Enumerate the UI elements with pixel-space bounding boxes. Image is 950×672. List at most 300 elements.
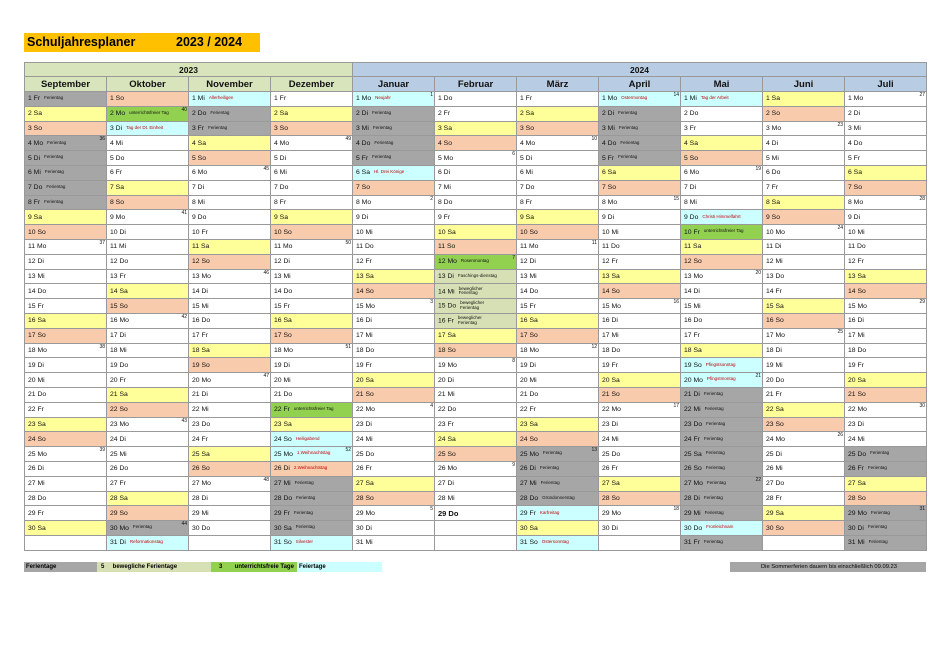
- day-cell: [353, 328, 435, 343]
- day-cell: [353, 106, 435, 121]
- day-cell: [681, 343, 763, 358]
- day-date: 3 So: [520, 124, 534, 132]
- day-cell: [107, 180, 189, 195]
- day-row: [25, 343, 927, 358]
- day-event: Ferientag: [46, 184, 66, 190]
- day-cell: [763, 254, 845, 269]
- month-header: Oktober: [107, 77, 189, 92]
- day-cell: [189, 92, 271, 107]
- month-header: Juni: [763, 77, 845, 92]
- day-cell: [107, 358, 189, 373]
- day-date: 5 Di: [28, 154, 41, 162]
- day-cell: [353, 461, 435, 476]
- day-cell: [353, 387, 435, 402]
- day-event: Ferientag: [540, 480, 560, 486]
- day-date: 18 Mo: [274, 346, 293, 354]
- day-date: 14 Mi: [438, 288, 455, 296]
- day-date: 23 Sa: [28, 420, 46, 428]
- legend: [24, 562, 926, 572]
- day-date: 4 So: [438, 139, 452, 147]
- day-cell: [271, 239, 353, 254]
- day-row: [25, 476, 927, 491]
- day-row: [25, 299, 927, 314]
- day-date: 9 Di: [602, 213, 615, 221]
- day-cell: [353, 373, 435, 388]
- day-date: 11 Sa: [684, 243, 702, 251]
- week-number: 14: [673, 92, 679, 98]
- day-cell: [763, 225, 845, 240]
- day-cell: [25, 165, 107, 180]
- day-cell: [353, 358, 435, 373]
- day-date: 10 Mi: [602, 228, 619, 236]
- day-event: Ferientag: [210, 110, 230, 116]
- day-date: 16 Di: [356, 317, 372, 325]
- day-row: [25, 506, 927, 521]
- day-cell: [599, 165, 681, 180]
- day-date: 28 So: [848, 494, 866, 502]
- day-cell: [763, 136, 845, 151]
- day-cell: [599, 195, 681, 210]
- day-event: Ferientag: [870, 509, 890, 515]
- day-cell: [271, 284, 353, 299]
- day-cell: [681, 284, 763, 299]
- day-event: Ferientag: [542, 450, 562, 456]
- day-date: 15 Do: [438, 302, 457, 310]
- day-date: 12 Fr: [356, 258, 372, 266]
- day-date: 25 Do: [602, 450, 621, 458]
- day-cell: [599, 432, 681, 447]
- day-date: 15 Fr: [28, 302, 44, 310]
- week-number: 11: [591, 239, 597, 246]
- day-date: 29 Fr: [520, 509, 536, 517]
- month-header-row: [25, 77, 927, 92]
- week-number: 50: [345, 239, 351, 246]
- day-cell: [189, 269, 271, 284]
- day-date: 25 Sa: [684, 450, 702, 458]
- day-date: 12 Fr: [848, 258, 864, 266]
- day-cell: [763, 165, 845, 180]
- day-cell: [845, 417, 927, 432]
- day-date: 8 Mi: [192, 198, 205, 206]
- week-number: 30: [919, 402, 925, 409]
- day-cell: [189, 313, 271, 328]
- day-cell: [517, 225, 599, 240]
- week-number: 51: [345, 343, 351, 350]
- day-date: 10 Mo: [766, 228, 785, 236]
- day-cell: [681, 269, 763, 284]
- day-cell: [599, 461, 681, 476]
- week-number: 1: [430, 92, 433, 98]
- month-header: September: [25, 77, 107, 92]
- day-cell: [353, 417, 435, 432]
- day-date: 23 Di: [602, 420, 618, 428]
- day-cell: [517, 387, 599, 402]
- month-header: März: [517, 77, 599, 92]
- day-cell: [189, 284, 271, 299]
- day-cell: [599, 92, 681, 107]
- day-cell: [435, 461, 517, 476]
- month-header: Dezember: [271, 77, 353, 92]
- day-date: 25 Do: [848, 450, 867, 458]
- day-cell: [107, 195, 189, 210]
- day-cell: [681, 225, 763, 240]
- month-header: Februar: [435, 77, 517, 92]
- day-date: 28 Do: [28, 494, 47, 502]
- day-date: 9 So: [766, 213, 780, 221]
- day-date: 17 Mi: [602, 332, 619, 340]
- day-date: 29 Sa: [766, 509, 784, 517]
- day-cell: [435, 239, 517, 254]
- day-cell: [763, 417, 845, 432]
- day-event: unterrichtsfreier Tag: [129, 110, 169, 116]
- day-date: 3 Fr: [684, 124, 697, 132]
- day-date: 27 Di: [438, 480, 454, 488]
- day-date: 15 Mo: [848, 302, 867, 310]
- legend-unterrichtsfrei-count: 3: [219, 564, 223, 570]
- day-cell: [271, 521, 353, 536]
- day-cell: [763, 402, 845, 417]
- day-cell: [845, 269, 927, 284]
- day-cell: [353, 491, 435, 506]
- day-date: 29 Mo: [602, 509, 621, 517]
- week-number: 45: [263, 165, 269, 172]
- day-date: 14 Fr: [766, 287, 782, 295]
- day-event: Ferientag: [44, 154, 64, 160]
- day-event: Allerheiligen: [208, 95, 234, 101]
- day-date: 13 Mo: [192, 272, 211, 280]
- day-cell: [763, 506, 845, 521]
- day-cell: [845, 195, 927, 210]
- day-row: [25, 417, 927, 432]
- day-cell: [599, 106, 681, 121]
- school-year: 2023 / 2024: [176, 35, 243, 49]
- day-date: 20 Sa: [602, 376, 620, 384]
- day-date: 11 Do: [602, 243, 620, 251]
- day-cell: [189, 402, 271, 417]
- day-cell: [681, 180, 763, 195]
- day-event: Rosenmontag: [460, 258, 489, 264]
- day-cell: [107, 136, 189, 151]
- day-cell: [353, 121, 435, 136]
- day-date: 12 Di: [28, 258, 44, 266]
- week-number: 29: [919, 299, 925, 306]
- day-date: 25 Mo: [520, 450, 539, 458]
- day-date: 22 Do: [438, 406, 457, 414]
- day-cell: [845, 432, 927, 447]
- day-date: 11 Mo: [28, 243, 47, 251]
- day-date: 30 Di: [848, 524, 864, 532]
- day-cell: [517, 136, 599, 151]
- day-cell: [681, 328, 763, 343]
- day-date: 1 Mo: [848, 95, 864, 103]
- day-cell: [517, 180, 599, 195]
- day-cell: [25, 402, 107, 417]
- day-event: beweglicher Ferientag: [457, 315, 482, 325]
- day-cell: [517, 239, 599, 254]
- day-date: 14 So: [848, 287, 866, 295]
- day-row: [25, 313, 927, 328]
- day-event: Ferientag: [372, 124, 392, 130]
- day-cell: [25, 506, 107, 521]
- day-row: [25, 225, 927, 240]
- day-date: 10 Fr: [192, 228, 208, 236]
- day-cell: [107, 151, 189, 166]
- day-event: unterrichtsfreier Tag: [293, 406, 334, 412]
- day-date: 29 Mo: [848, 509, 867, 517]
- week-number: 20: [755, 269, 761, 276]
- day-cell: [271, 136, 353, 151]
- day-cell: [271, 373, 353, 388]
- day-date: 26 Di: [520, 465, 536, 473]
- day-date: 16 Di: [848, 317, 864, 325]
- day-cell: [681, 432, 763, 447]
- day-event: Ferientag: [132, 524, 152, 530]
- day-date: 5 So: [684, 154, 698, 162]
- day-date: 21 Do: [520, 391, 539, 399]
- day-cell: [25, 535, 107, 550]
- day-date: 28 Do: [274, 494, 293, 502]
- day-cell: [435, 180, 517, 195]
- day-cell: [681, 535, 763, 550]
- day-event: Pfingstmontag: [706, 376, 736, 382]
- day-cell: [353, 284, 435, 299]
- day-cell: [517, 461, 599, 476]
- year-row: [25, 63, 927, 77]
- day-cell: [763, 195, 845, 210]
- day-date: 6 Sa: [848, 169, 862, 177]
- day-date: 6 Sa: [602, 169, 616, 177]
- day-date: 30 Do: [192, 524, 211, 532]
- day-cell: [599, 402, 681, 417]
- day-date: 16 Do: [192, 317, 211, 325]
- day-date: 18 Mo: [520, 346, 539, 354]
- day-cell: [189, 535, 271, 550]
- day-cell: [189, 328, 271, 343]
- day-cell: [107, 269, 189, 284]
- day-date: 7 So: [356, 184, 370, 192]
- day-cell: [599, 387, 681, 402]
- day-cell: [25, 417, 107, 432]
- day-cell: [107, 417, 189, 432]
- day-cell: [271, 106, 353, 121]
- day-cell: [189, 373, 271, 388]
- day-date: 25 Sa: [192, 450, 210, 458]
- week-number: 19: [755, 165, 761, 172]
- day-cell: [681, 92, 763, 107]
- day-date: 25 Mo: [274, 450, 293, 458]
- day-cell: [25, 195, 107, 210]
- day-date: 5 Do: [110, 154, 125, 162]
- day-date: 2 Di: [848, 110, 861, 118]
- day-date: 27 Sa: [848, 480, 866, 488]
- day-event: 1.Weihnachtstag: [296, 450, 331, 456]
- week-number: 6: [512, 151, 515, 158]
- day-event: Ferientag: [703, 539, 723, 545]
- day-date: 19 Di: [28, 361, 44, 369]
- day-date: 21 Mi: [438, 391, 455, 399]
- day-date: 2 Mo: [110, 110, 126, 118]
- day-row: [25, 210, 927, 225]
- day-date: 5 Fr: [356, 154, 369, 162]
- day-row: [25, 461, 927, 476]
- day-date: 29 Fr: [28, 509, 44, 517]
- week-number: 41: [181, 210, 187, 217]
- day-date: 2 Fr: [438, 110, 451, 118]
- week-number: 52: [345, 447, 351, 454]
- day-date: 2 Sa: [28, 110, 42, 118]
- day-date: 3 Mo: [766, 124, 782, 132]
- day-cell: [517, 535, 599, 550]
- day-date: 27 Mi: [520, 480, 537, 488]
- day-date: 24 Fr: [684, 435, 700, 443]
- week-number: 44: [181, 521, 187, 528]
- day-cell: [271, 343, 353, 358]
- day-cell: [435, 313, 517, 328]
- day-cell: [763, 299, 845, 314]
- day-cell: [353, 521, 435, 536]
- day-date: 2 Sa: [274, 110, 288, 118]
- day-date: 12 Mo: [438, 258, 457, 266]
- day-date: 14 Sa: [110, 287, 128, 295]
- day-cell: [353, 343, 435, 358]
- day-date: 20 Sa: [356, 376, 374, 384]
- day-cell: [107, 461, 189, 476]
- day-cell: [189, 506, 271, 521]
- day-date: 10 So: [520, 228, 538, 236]
- day-date: 20 Mo: [192, 376, 211, 384]
- day-cell: [189, 417, 271, 432]
- week-number: 46: [263, 269, 269, 276]
- day-cell: [435, 195, 517, 210]
- day-cell: [845, 343, 927, 358]
- day-cell: [435, 269, 517, 284]
- day-date: 26 Fr: [848, 465, 864, 473]
- day-date: 23 Di: [356, 420, 372, 428]
- day-date: 19 Fr: [356, 361, 372, 369]
- day-date: 4 Mo: [274, 139, 290, 147]
- day-date: 1 Mo: [356, 95, 372, 103]
- day-cell: [517, 269, 599, 284]
- day-date: 5 So: [192, 154, 206, 162]
- day-cell: [845, 461, 927, 476]
- day-date: 13 Mi: [28, 272, 45, 280]
- day-date: 3 Mi: [848, 124, 861, 132]
- day-date: 11 So: [438, 243, 456, 251]
- day-date: 11 Mo: [274, 243, 293, 251]
- day-date: 19 Mo: [438, 361, 457, 369]
- day-cell: [763, 239, 845, 254]
- day-date: 11 Mi: [110, 243, 127, 251]
- day-cell: [107, 313, 189, 328]
- day-event: Ferientag: [296, 494, 316, 500]
- year-2024-label: 2024: [353, 63, 927, 77]
- day-date: 13 Mo: [684, 272, 703, 280]
- day-date: 13 Di: [438, 272, 454, 280]
- day-event: Ferientag: [705, 450, 725, 456]
- day-cell: [599, 121, 681, 136]
- day-date: 19 Fr: [602, 361, 618, 369]
- day-cell: [271, 313, 353, 328]
- day-event: Ferientag: [704, 406, 724, 412]
- day-date: 31 So: [520, 539, 538, 547]
- day-event: Ferientag: [867, 465, 887, 471]
- day-date: 15 Mo: [356, 302, 375, 310]
- day-date: 18 Do: [602, 346, 621, 354]
- day-cell: [271, 417, 353, 432]
- day-cell: [107, 106, 189, 121]
- day-row: [25, 432, 927, 447]
- day-cell: [25, 92, 107, 107]
- day-date: 12 Di: [520, 258, 536, 266]
- day-cell: [517, 328, 599, 343]
- day-date: 6 Sa: [356, 169, 370, 177]
- day-date: 27 Mi: [28, 480, 45, 488]
- day-date: 28 So: [602, 494, 620, 502]
- day-date: 15 Fr: [520, 302, 536, 310]
- day-date: 14 Do: [520, 287, 539, 295]
- day-date: 3 Sa: [438, 124, 452, 132]
- day-event: Ferientag: [294, 480, 314, 486]
- day-date: 19 Mi: [766, 361, 783, 369]
- day-date: 24 Mi: [848, 435, 865, 443]
- day-date: 15 So: [110, 302, 128, 310]
- week-number: 25: [837, 328, 843, 335]
- day-cell: [517, 210, 599, 225]
- day-date: 16 Fr: [438, 317, 454, 325]
- day-row: [25, 491, 927, 506]
- day-cell: [599, 417, 681, 432]
- day-row: [25, 254, 927, 269]
- day-date: 10 So: [28, 228, 46, 236]
- day-row: [25, 136, 927, 151]
- week-number: 2: [430, 195, 433, 202]
- day-cell: [435, 358, 517, 373]
- day-event: Ferientag: [705, 465, 725, 471]
- week-number: 13: [591, 447, 597, 454]
- day-date: 22 So: [110, 406, 128, 414]
- day-date: 18 So: [438, 346, 456, 354]
- week-number: 16: [673, 299, 679, 306]
- day-cell: [845, 387, 927, 402]
- day-cell: [599, 373, 681, 388]
- day-date: 9 Do: [684, 213, 699, 221]
- day-date: 7 Do: [274, 184, 289, 192]
- day-cell: [763, 491, 845, 506]
- day-date: 4 Do: [356, 139, 371, 147]
- day-cell: [763, 387, 845, 402]
- day-event: Ferientag: [44, 169, 64, 175]
- month-header: November: [189, 77, 271, 92]
- day-cell: [517, 358, 599, 373]
- planner-title: Schuljahresplaner: [27, 35, 136, 49]
- day-cell: [599, 299, 681, 314]
- day-cell: [435, 387, 517, 402]
- day-date: 1 Fr: [274, 95, 287, 103]
- day-date: 7 Mi: [438, 184, 451, 192]
- day-date: 21 So: [602, 391, 620, 399]
- day-date: 29 Mi: [684, 509, 701, 517]
- day-cell: [599, 180, 681, 195]
- day-cell: [353, 92, 435, 107]
- day-event: Silvester: [295, 539, 314, 545]
- day-cell: [107, 225, 189, 240]
- day-row: [25, 447, 927, 462]
- day-date: 1 Mo: [602, 95, 618, 103]
- day-date: 29 Do: [438, 508, 459, 518]
- day-date: 21 Di: [192, 391, 208, 399]
- day-date: 17 Mo: [766, 332, 785, 340]
- day-date: 18 Do: [356, 346, 375, 354]
